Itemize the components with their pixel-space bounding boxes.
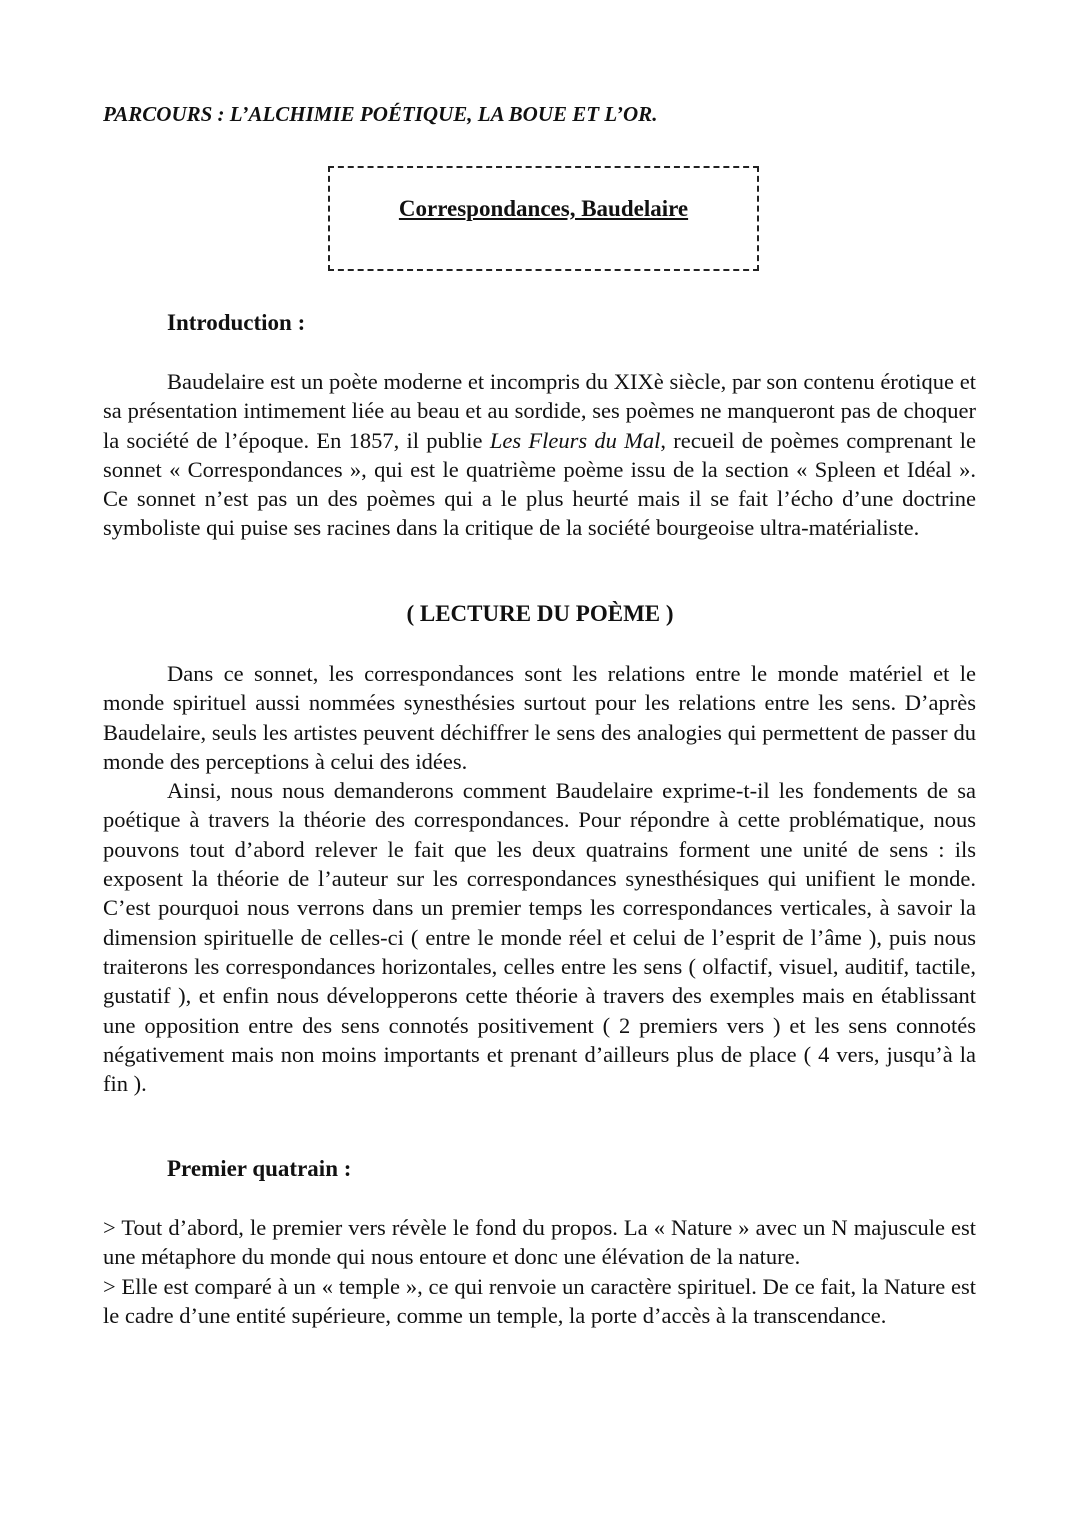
title-box	[328, 166, 759, 271]
intro-paragraph-3: Ainsi, nous nous demanderons comment Baudelaire exprime-t-il les fondements de sa poétique à travers la théorie des correspondances. Pour répondre à cette problématique, nous pouvons tout d’abord relever le fait que les deux quatrains forment une unité de sens : ils exposent la théorie de l’auteur sur les correspondances synesthésiques qui unifient le monde. C’est pourquoi nous verrons dans un premier temps les correspondances verticales, à savoir la dimension spirituelle de celles-ci ( entre le monde réel et celui de l’esprit de l’âme ), puis nous traiterons les correspondances horizontales, celles entre les sens ( olfactif, visuel, auditif, tactile, gustatif ), et enfin nous développerons cette théorie à travers des exemples mais en établissant une opposition entre des sens connotés positivement ( 2 premiers vers ) et les sens connotés négativement mais non moins importants et prenant d’ailleurs plus de place ( 4 vers, jusqu’à la fin ).	[103, 778, 976, 1097]
book-title: Les Fleurs du Mal	[489, 427, 661, 453]
course-header: PARCOURS : L’ALCHIMIE POÉTIQUE, LA BOUE ET L’OR.	[103, 102, 658, 126]
intro-paragraph-1	[103, 367, 976, 543]
introduction-heading: Introduction :	[167, 310, 306, 335]
quatrain-point-1: > Tout d’abord, le premier vers révèle le fond du propos. La « Nature » avec un N majuscule est une métaphore du monde qui nous entoure et donc une élévation de la nature.	[103, 1215, 976, 1270]
quatrain-point-2: > Elle est comparé à un « temple », ce qui renvoie un caractère spirituel. De ce fait, la Nature est le cadre d’une entité supérieure, comme un temple, la porte d’accès à la transcendance.	[103, 1273, 976, 1328]
quatrain-points	[103, 1213, 976, 1330]
intro-paragraph-1-start: Baudelaire est un poète moderne et incompris du XIXè siècle, par son contenu érotique et sa présentation intimement liée au beau et au sordide, ses poèmes ne manqueront pas de choquer la société de l’époque. En 1857, il publie	[103, 369, 976, 453]
lecture-heading: ( LECTURE DU POÈME )	[406, 601, 674, 626]
intro-paragraph-2: Dans ce sonnet, les correspondances sont les relations entre le monde matériel et le monde spirituel aussi nommées synesthésies surtout pour les relations entre les sens. D’après Baudelaire, seuls les artistes peuvent déchiffrer le sens des analogies qui permettent de passer du monde des perceptions à celui des idées.	[103, 661, 976, 774]
intro-paragraphs-2-3	[103, 659, 976, 1098]
intro-paragraph-1-end: , recueil de poèmes comprenant le sonnet « Correspondances », qui est le quatrième poème issu de la section « Spleen et Idéal ». Ce sonnet n’est pas un des poèmes qui a le plus heurté mais il se fait l’écho d’une doctrine symboliste qui puise ses racines dans la critique de la société bourgeoise ultra-matérialiste.	[103, 427, 976, 541]
document-title: Correspondances, Baudelaire	[398, 196, 689, 221]
premier-quatrain-heading: Premier quatrain :	[167, 1156, 352, 1181]
